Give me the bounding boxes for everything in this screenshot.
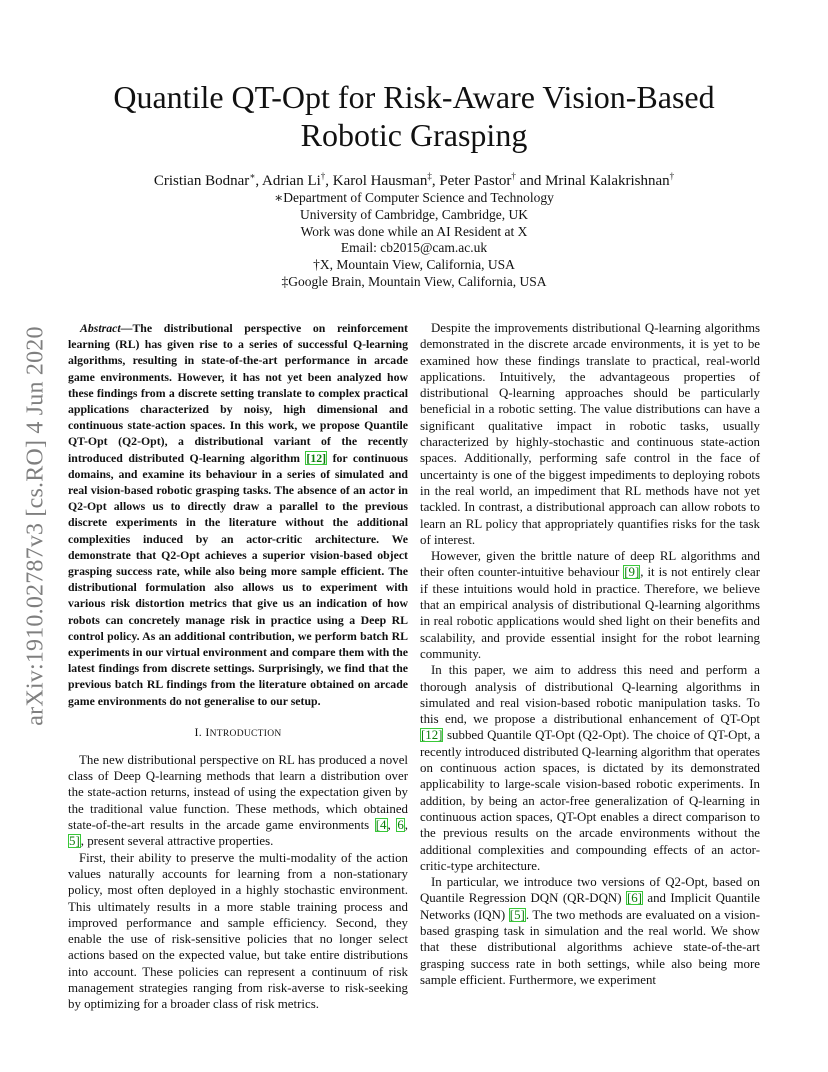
body-paragraph: However, given the brittle nature of deep RL algorithms and their often counter-intuitive behaviour [9], it is not entirely clear if these intuitions would hold in practice. Therefore, we believe that an empirical analysis of distributional Q-learning algorithms in real robotic applications would shed light on their benefits and scalability, and provide essential insight for the robot learning community. (420, 549, 760, 661)
author-name: Adrian Li (262, 173, 321, 189)
left-column (68, 320, 408, 1013)
citation-link[interactable]: [6] (626, 891, 642, 906)
affiliation-line: ∗Department of Computer Science and Technology (274, 190, 554, 205)
author-affiliation-mark: ∗ (249, 171, 256, 181)
citation-link[interactable]: [4 (375, 818, 387, 833)
affiliation-line: †X, Mountain View, California, USA (313, 257, 515, 273)
citation-link[interactable]: 5] (69, 834, 80, 849)
affiliation-line: Email: cb2015@cam.ac.uk (340, 240, 488, 256)
author-affiliation-mark: † (320, 171, 326, 181)
abstract-body: —The distributional perspective on reinforcement learning (RL) has given rise to a series of successful Q-learning algorithms, resulting in state-of-the-art performance in arcade game environments. However, it has not yet been analyzed how these findings from a discrete setting translate to complex practical applications characterized by noisy, high dimensional and continuous state-action spaces. In this work, we propose Quantile QT-Opt (Q2-Opt), a distributional variant of the recently introduced distributed Q-learning algorithm [12] for continuous domains, and examine its behaviour in a series of simulated and real vision-based robotic grasping tasks. The absence of an actor in Q2-Opt allows us to directly draw a parallel to the previous discrete experiments in the literature without the additional complexities induced by an actor-critic architecture. We demonstrate that Q2-Opt achieves a superior vision-based object grasping success rate, while also being more sample efficient. The distributional formulation also allows us to experiment with various risk distortion metrics that give us an indication of how robots can concretely manage risk in practice using a Deep RL control policy. As an additional contribution, we perform batch RL experiments in our virtual environment and compare them with the latest findings from discrete settings. Surprisingly, we find that the previous batch RL findings from the literature obtained on arcade game environments do not generalise to our setup. (68, 321, 408, 708)
author-name: Mrinal Kalakrishnan (545, 173, 670, 189)
author-affiliation-mark: † (669, 171, 675, 181)
affiliation-line: ‡Google Brain, Mountain View, California, USA (281, 273, 547, 289)
paper-title: Quantile QT-Opt for Risk-Aware Vision-Based Robotic Grasping (113, 79, 715, 153)
author-name: Karol Hausman (332, 173, 428, 189)
right-body-text (420, 320, 760, 988)
affiliation-line: Work was done while an AI Resident at X (300, 223, 528, 239)
citation-link[interactable]: [12] (421, 728, 443, 743)
body-paragraph: In this paper, we aim to address this need and perform a thorough analysis of distributional Q-learning algorithms in simulated and real vision-based robotic manipulation tasks. To this end, we propose a distributional enhancement of QT-Opt [12] subbed Quantile QT-Opt (Q2-Opt). The choice of QT-Opt, a recently introduced distributed Q-learning algorithm that operates on continuous action spaces, is dictated by its demonstrated applicability to large-scale vision-based robotic experiments. In addition, by being an actor-free generalization of Q-learning in continuous action spaces, QT-Opt enables a direct comparison to the previous results on the arcade environments without the additional complexities and compounding effects of an actor-critic-type architecture. (420, 663, 760, 873)
abstract (68, 320, 408, 709)
body-paragraph: Despite the improvements distributional Q-learning algorithms demonstrated in the discrete arcade environments, it is yet to be examined how these findings translate to practical, real-world applications. Intuitively, the advantageous properties of distributional Q-learning approaches should be particularly beneficial in a robotic setting. The value distributions can have a significant qualitative impact in robotic tasks, usually characterized by highly-stochastic and continuous state-action spaces. Additionally, performing safe control in the face of uncertainty is one of the biggest impediments to deploying robots in the real world, an impediment that RL methods have not yet tackled. In contrast, a distributional approach can allow robots to learn an RL policy that appropriately quantifies risks for the task of interest. (420, 321, 760, 547)
left-body-text (68, 752, 408, 1013)
affiliations (120, 190, 708, 291)
body-paragraph: First, their ability to preserve the multi-modality of the action values naturally accounts for learning from a non-stationary policy, most often deployed in a highly stochastic environment. This ultimately results in a more stable training process and improved performance and sample efficiency. Second, they enable the use of risk-sensitive policies that no longer select actions based on the expected value, but take entire distributions into account. These policies can represent a continuum of risk management strategies ranging from risk-averse to risk-seeking by optimizing for a broader class of risk metrics. (68, 850, 408, 1012)
right-column (420, 320, 760, 988)
citation-link[interactable]: 6 (397, 818, 404, 833)
citation-link[interactable]: [9] (624, 565, 640, 580)
arxiv-stamp (16, 296, 56, 756)
author-name: Cristian Bodnar (153, 173, 250, 189)
citation-link[interactable]: [5] (509, 907, 525, 922)
section-heading: I. INTRODUCTION (194, 724, 282, 739)
citation-link[interactable]: [12] (306, 450, 327, 465)
author-list: Cristian Bodnar∗, Adrian Li†, Karol Hausman‡, Peter Pastor† and Mrinal Kalakrishnan† (153, 171, 675, 189)
affiliation-line: University of Cambridge, Cambridge, UK (300, 206, 528, 222)
body-paragraph: The new distributional perspective on RL has produced a novel class of Deep Q-learning methods that learn a distribution over the state-action returns, instead of using the expectation given by the traditional value function. These methods, which obtained state-of-the-art results in the arcade game environments [4, 6, 5], present several attractive properties. (68, 752, 409, 849)
author-affiliation-mark: † (511, 171, 516, 181)
arxiv-identifier: arXiv:1910.02787v3 [cs.RO] 4 Jun 2020 (22, 326, 49, 726)
abstract-label: Abstract (80, 321, 121, 335)
author-name: Peter Pastor (439, 173, 512, 189)
author-affiliation-mark: ‡ (427, 171, 432, 181)
body-paragraph: In particular, we introduce two versions of Q2-Opt, based on Quantile Regression DQN (QR-DQN) [6] and Implicit Quantile Networks (IQN) [5]. The two methods are evaluated on a vision-based grasping task in simulation and the real world. We show that these distributional algorithms achieve state-of-the-art grasping success rate in both settings, while also being more sample efficient. Furthermore, we experiment (420, 875, 760, 987)
